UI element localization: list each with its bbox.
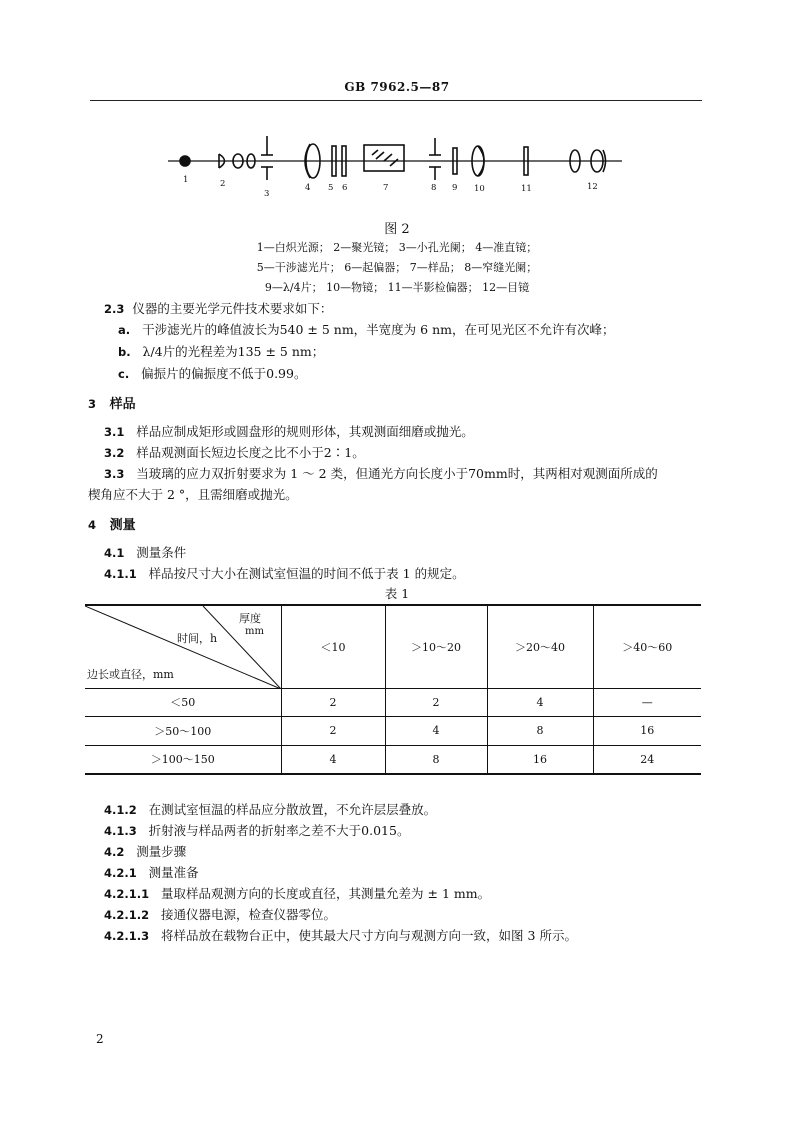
fig-label-10: 10 bbox=[474, 184, 485, 194]
table-col-header: ＞10～20 bbox=[385, 605, 487, 688]
light-source-symbol bbox=[180, 156, 190, 166]
table-cell: 4 bbox=[385, 716, 487, 745]
table-title: 表 1 bbox=[384, 586, 410, 601]
fig-label-4: 4 bbox=[305, 183, 311, 193]
corner-time-label: 时间，h bbox=[177, 632, 218, 645]
section-4-heading: 4 测量 bbox=[88, 518, 136, 533]
clause-4-1-1: 4.1.1 样品按尺寸大小在测试室恒温的时间不低于表 1 的规定。 bbox=[104, 566, 465, 581]
clause-4-1-2: 4.1.2 在测试室恒温的样品应分散放置，不允许层层叠放。 bbox=[104, 802, 437, 817]
clause-4-1-3: 4.1.3 折射液与样品两者的折射率之差不大于0.015。 bbox=[104, 823, 410, 838]
table-cell: — bbox=[641, 695, 653, 709]
table-cell: 2 bbox=[281, 716, 385, 745]
figure-legend-line: 5—干涉滤光片； 6—起偏器； 7—样品； 8—窄缝光阑； bbox=[256, 261, 538, 274]
sample-symbol bbox=[364, 145, 404, 171]
clause-4-2-1-2: 4.2.1.2 接通仪器电源，检查仪器零位。 bbox=[104, 907, 337, 922]
table-row-label: ＞100～150 bbox=[85, 745, 281, 774]
clause-3-2: 3.2 样品观测面长短边长度之比不小于2∶1。 bbox=[104, 445, 365, 460]
table-col-header: ＞40～60 bbox=[622, 640, 673, 654]
clause-3-3-cont: 楔角应不大于 2 °，且需细磨或抛光。 bbox=[88, 487, 298, 502]
section-3-heading: 3 样品 bbox=[88, 397, 136, 412]
clause-2-3-item-b: b. λ/4片的光程差为135 ± 5 nm； bbox=[118, 344, 325, 359]
clause-2-3: 2.3 仪器的主要光学元件技术要求如下： bbox=[104, 301, 333, 316]
clause-4-2-1-1: 4.2.1.1 量取样品观测方向的长度或直径，其测量允差为 ± 1 mm。 bbox=[104, 886, 491, 901]
optical-path-diagram bbox=[160, 130, 630, 200]
table-cell: 2 bbox=[385, 688, 487, 716]
table-cell: 24 bbox=[640, 752, 655, 766]
table-1 bbox=[85, 604, 701, 775]
page-number: 2 bbox=[96, 1032, 104, 1046]
table-cell: 16 bbox=[487, 745, 593, 774]
table-cell: 16 bbox=[640, 724, 655, 737]
fig-label-12: 12 bbox=[587, 182, 598, 192]
corner-mm-label: mm bbox=[245, 626, 264, 637]
table-row bbox=[85, 745, 701, 774]
clause-4-2: 4.2 测量步骤 bbox=[104, 844, 187, 859]
fig-label-5: 5 bbox=[328, 183, 334, 193]
table-row bbox=[85, 688, 701, 716]
table-header-row bbox=[85, 605, 701, 688]
standard-number: GB 7962.5—87 bbox=[344, 80, 450, 94]
clause-4-1: 4.1 测量条件 bbox=[104, 545, 187, 560]
table-cell: 2 bbox=[281, 688, 385, 716]
fig-label-7: 7 bbox=[383, 183, 389, 193]
table-cell: 4 bbox=[487, 688, 593, 716]
table-corner-cell bbox=[85, 605, 281, 688]
table-cell: 4 bbox=[281, 745, 385, 774]
fig-label-3: 3 bbox=[264, 189, 270, 199]
clause-number: 2.3 bbox=[104, 302, 125, 316]
figure-legend-line: 9—λ/4片； 10—物镜； 11—半影检偏器； 12—目镜 bbox=[264, 281, 530, 294]
figure-legend-line: 1—白炽光源； 2—聚光镜； 3—小孔光阑； 4—准直镜； bbox=[256, 241, 538, 254]
table-col-header: ＜10 bbox=[281, 605, 385, 688]
clause-2-3-item-c: c. 偏振片的偏振度不低于0.99。 bbox=[118, 366, 307, 381]
table-col-header: ＞20～40 bbox=[487, 605, 593, 688]
clause-3-3: 3.3 当玻璃的应力双折射要求为 1 ～ 2 类，但通光方向长度小于70mm时，其两相对观测面所成的 bbox=[104, 466, 658, 481]
fig-label-11: 11 bbox=[521, 184, 532, 194]
table-cell: 8 bbox=[385, 745, 487, 774]
table-row-label: ＞50～100 bbox=[85, 716, 281, 745]
clause-4-2-1-3: 4.2.1.3 将样品放在载物台正中，使其最大尺寸方向与观测方向一致，如图 3 所示。 bbox=[104, 928, 577, 943]
fig-label-1: 1 bbox=[183, 175, 189, 185]
corner-thickness-label: 厚度 bbox=[239, 612, 261, 625]
fig-label-6: 6 bbox=[342, 183, 348, 193]
fig-label-2: 2 bbox=[220, 179, 226, 189]
table-row bbox=[85, 716, 701, 745]
table-cell: 8 bbox=[487, 716, 593, 745]
fig-label-9: 9 bbox=[452, 183, 458, 193]
clause-3-1: 3.1 样品应制成矩形或圆盘形的规则形体，其观测面细磨或抛光。 bbox=[104, 424, 474, 439]
corner-side-label: 边长或直径，mm bbox=[87, 668, 174, 681]
fig-label-8: 8 bbox=[431, 183, 437, 193]
clause-2-3-item-a: a. 干涉滤光片的峰值波长为540 ± 5 nm，半宽度为 6 nm，在可见光区不允许有次峰； bbox=[118, 322, 615, 337]
table-row-label: ＜50 bbox=[85, 688, 281, 716]
figure-caption: 图 2 bbox=[384, 222, 410, 237]
clause-4-2-1: 4.2.1 测量准备 bbox=[104, 865, 199, 880]
header-rule bbox=[90, 100, 702, 101]
